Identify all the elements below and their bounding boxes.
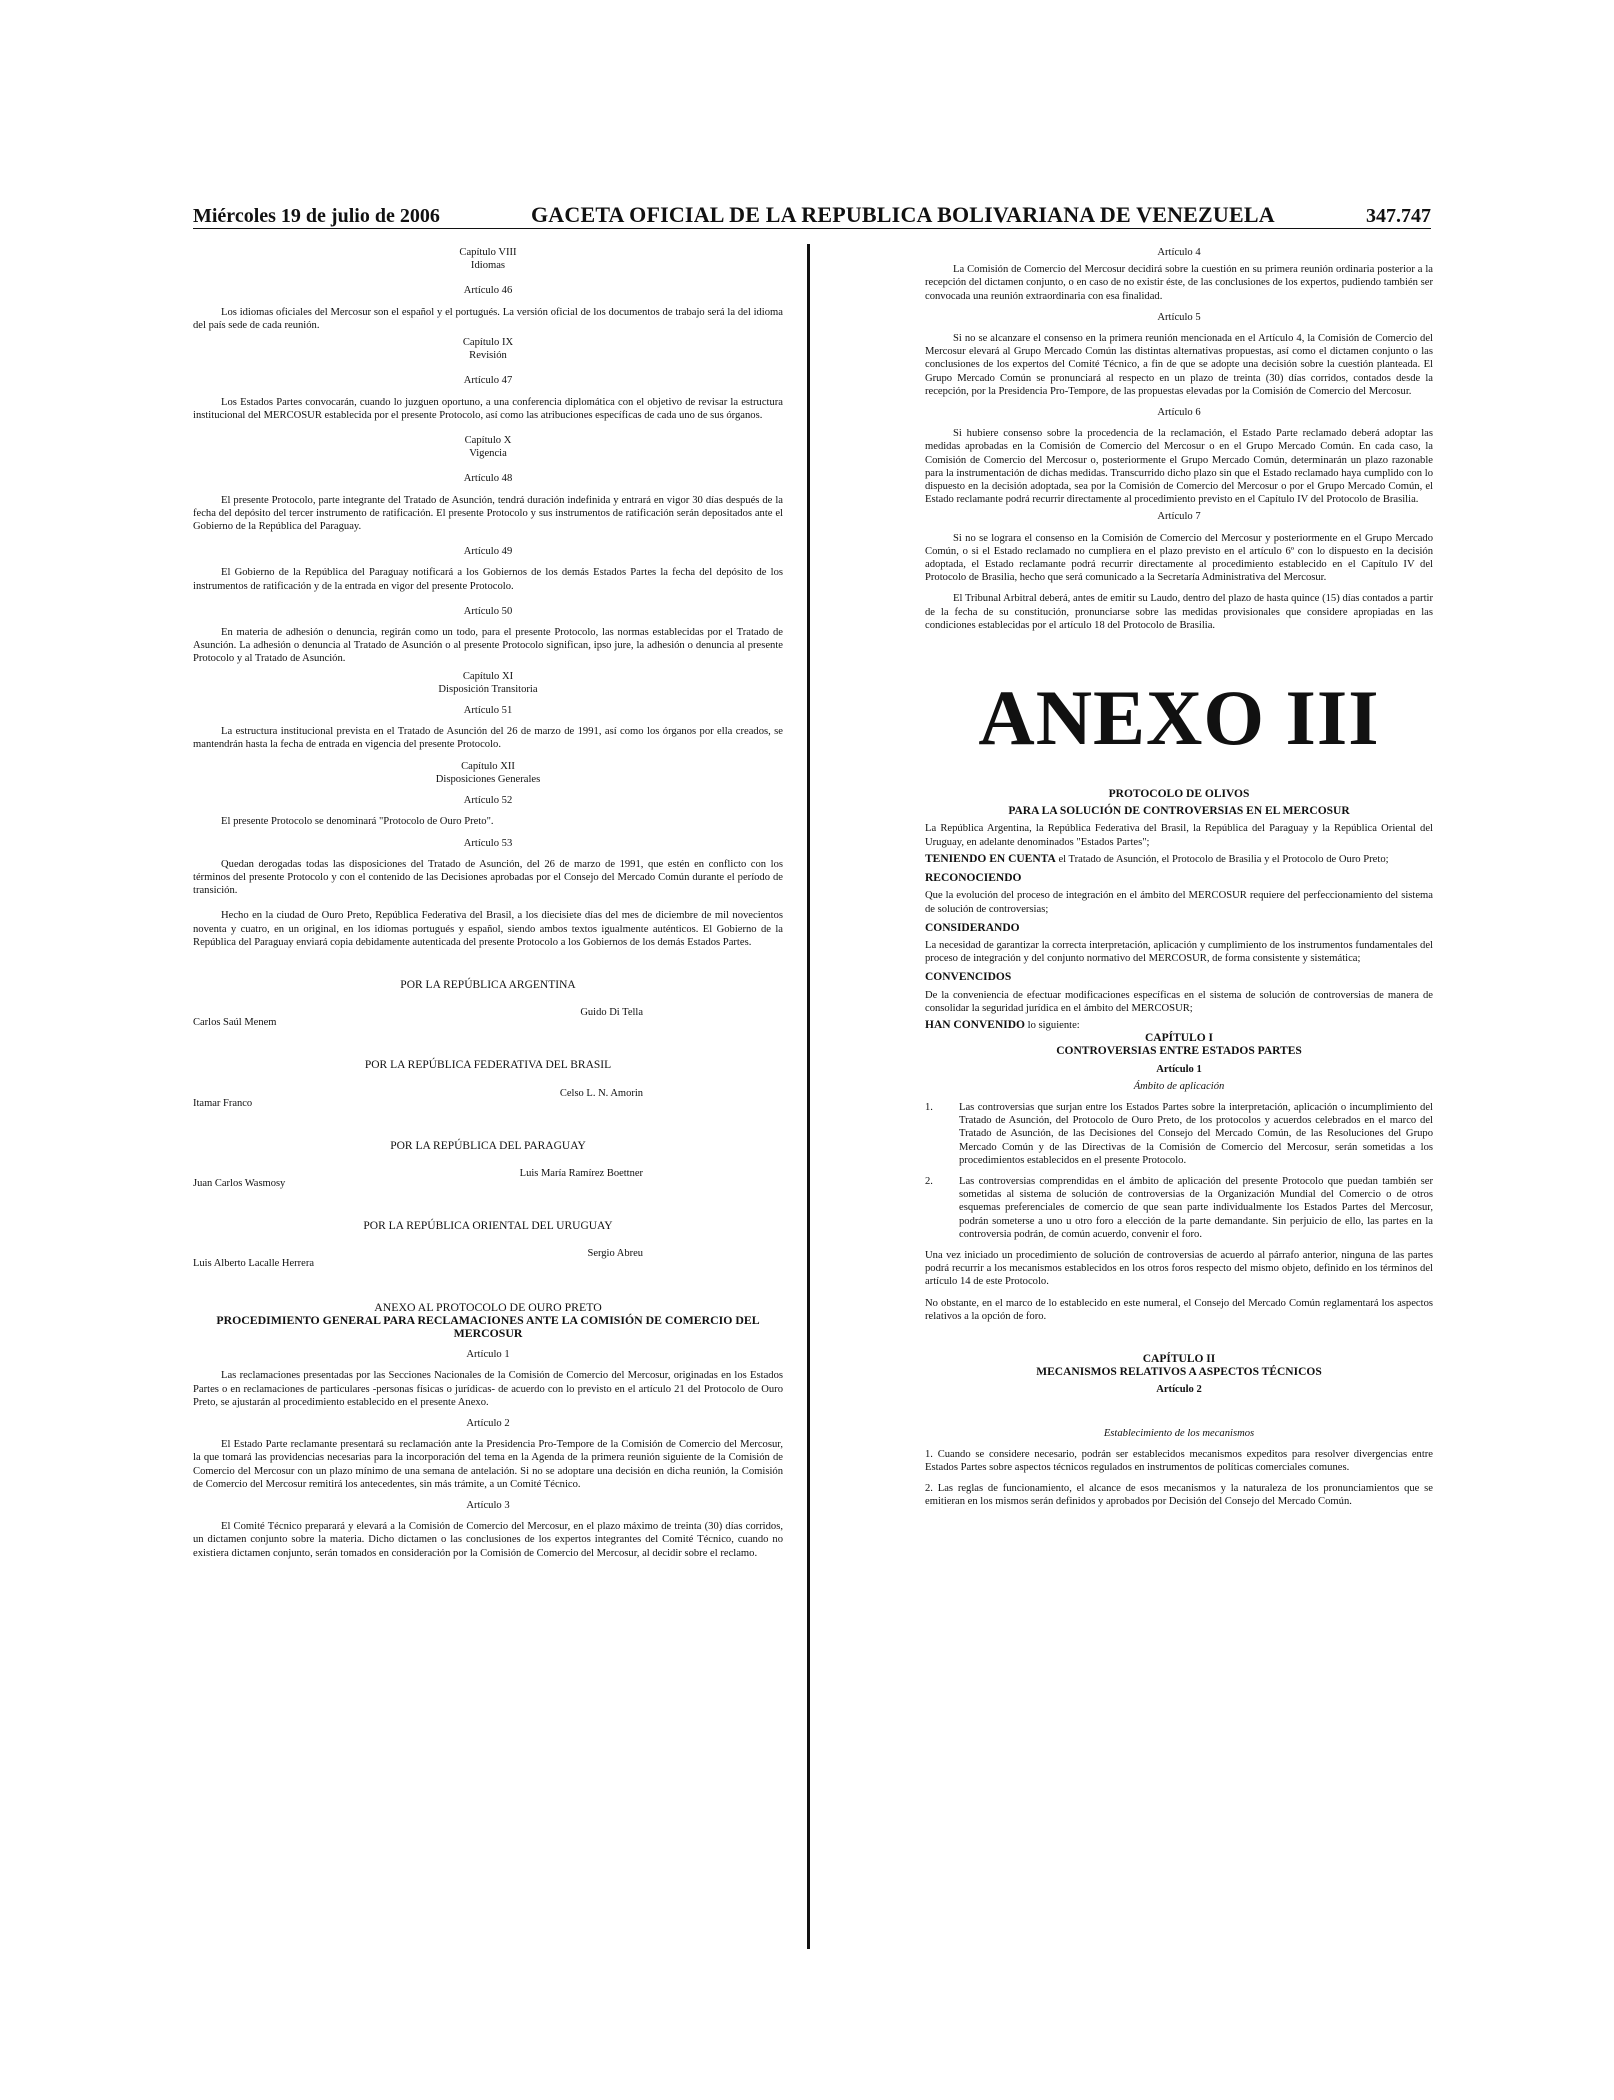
article-text: Las reclamaciones presentadas por las Secciones Nacionales de la Comisión de Comercio del Mercosur, originadas en los Estados Partes o en reclamaciones de particulares -personas físicas o jurídicas- de acuerdo con lo previsto en el artículo 21 del Protocolo de Ouro Preto, se ajustarán al procedimiento establecido en el presente Anexo. (193, 1370, 783, 1408)
article-subtitle: Establecimiento de los mecanismos (1103, 1427, 1255, 1439)
article-text: El presente Protocolo se denominará "Protocolo de Ouro Preto". (221, 816, 494, 828)
article-title: Artículo 5 (1157, 311, 1201, 323)
article-text: El presente Protocolo, parte integrante del Tratado de Asunción, tendrá duración indefinida y entrará en vigor 30 días después de la fecha del depósito del tercer instrumento de ratificación. El presente Protocolo y sus instrumentos de ratificación serán depositados ante el Gobierno de la República del Paraguay. (193, 494, 783, 533)
header-title: GACETA OFICIAL DE LA REPUBLICA BOLIVARIANA DE VENEZUELA (530, 202, 1275, 227)
closing-text: Hecho en la ciudad de Ouro Preto, República Federativa del Brasil, a los diecisiete días del mes de diciembre de mil novecientos noventa y cuatro, en un original, en los idiomas portugués y español, siendo ambos textos igualmente auténticos. El Gobierno de la República del Paraguay enviará copia debidamente autenticada del presente Protocolo a los Gobiernos de los demás Estados Partes. (193, 910, 783, 948)
paragraph-text: Las controversias comprendidas en el ámbito de aplicación del presente Protocolo que puedan también ser sometidas al sistema de solución de controversias de la Organización Mundial del Comercio o de otros esquemas preferenciales de comercio de que sean parte individualmente los Estados Partes del Mercosur, podrán someterse a uno u otro foro a elección de la parte demandante. Sin perjuicio de ello, las partes en la controversia podrán, de común acuerdo, convenir el foro. (959, 1175, 1433, 1240)
chapter-title: Capítulo VIII (459, 247, 517, 258)
article-text: El Estado Parte reclamante presentará su reclamación ante la Presidencia Pro-Tempore de la Comisión de Comercio del Mercosur, la que tomará las providencias necesarias para la incorporación del tema en la Agenda de la primera reunión siguiente de la Comisión de Comercio del Mercosur con un plazo mínimo de una semana de antelación. Si no se adoptare una decisión en dicha reunión, la Comisión de Comercio del Mercosur remitirá los antecedentes, sin más trámite, a un Comité Técnico. (193, 1439, 783, 1490)
article-title: Artículo 50 (463, 605, 513, 617)
chapter-title: Capítulo X (464, 435, 512, 447)
article-text: Los Estados Partes convocarán, cuando lo juzguen oportuno, a una conferencia diplomática con el objetivo de revisar la estructura institucional del MERCOSUR establecida por el presente Protocolo, así como las atribuciones específicas de cada uno de sus órganos. (193, 396, 783, 421)
article-title: Artículo 3 (466, 1499, 510, 1511)
signatory-name: Celso L. N. Amorin (559, 1087, 643, 1099)
article-title: Artículo 1 (1156, 1063, 1202, 1075)
article-text: El Tribunal Arbitral deberá, antes de emitir su Laudo, dentro del plazo de hasta quince (15) días contados a partir de la fecha de su constitución, pronunciarse sobre las medidas provisionales que considere apropiadas en las condiciones establecidas por el artículo 18 del Protocolo de Brasilia. (925, 593, 1433, 631)
header-date: Miércoles 19 de julio de 2006 (193, 205, 440, 227)
page-header (193, 196, 1431, 229)
annex-title: ANEXO AL PROTOCOLO DE OURO PRETO (374, 1299, 602, 1314)
right-column (925, 246, 1433, 1509)
signatory-name: Luis María Ramírez Boettner (519, 1167, 643, 1179)
preamble-keyword: HAN CONVENIDO (925, 1018, 1025, 1031)
preamble-keyword: CONVENCIDOS (925, 971, 1012, 984)
chapter-subtitle: Vigencia (469, 448, 507, 460)
article-text: Si hubiere consenso sobre la procedencia de la reclamación, el Estado Parte reclamado deberá adoptar las medidas aprobadas en la Comisión de Comercio del Mercosur o en el Grupo Mercado Común. En cada caso, la Comisión de Comercio del Mercosur o, posteriormente el Grupo Mercado Común, determinarán un plazo razonable para la instrumentación de dichas medidas. Transcurrido dicho plazo sin que el Estado reclamado haya cumplido con lo dispuesto en la decisión adoptada, sea por la Comisión de Comercio del Mercosur o por el Grupo Mercado Común, el Estado reclamante podrá recurrir directamente al procedimiento previsto en el Capítulo IV del Protocolo de Brasilia. (925, 428, 1433, 506)
article-title: Artículo 46 (463, 285, 513, 297)
article-text: La estructura institucional prevista en el Tratado de Asunción del 26 de marzo de 1991, así como los órganos por ella creados, se mantendrán hasta la fecha de entrada en vigencia del presente Protocolo. (193, 726, 783, 751)
article-title: Artículo 49 (463, 546, 513, 558)
paragraph-text: Las controversias que surjan entre los Estados Partes sobre la interpretación, aplicación o incumplimiento del Tratado de Asunción, del Protocolo de Ouro Preto, de los protocolos y acuerdos celebrados en el marco del Tratado de Asunción, de las Decisiones del Consejo del Mercado Común, de las Resoluciones del Grupo Mercado Común y de las Directivas de la Comisión de Comercio del Mercosur, serán sometidas a los procedimientos establecidos en el presente Protocolo. (959, 1101, 1433, 1166)
preamble-han-convenido (925, 1019, 1433, 1032)
article-title: Artículo 2 (466, 1417, 510, 1429)
protocol-title: PROTOCOLO DE OLIVOS (1108, 788, 1250, 801)
signatory-row (193, 1007, 783, 1029)
preamble-keyword: CONSIDERANDO (925, 921, 1020, 934)
paragraph-number: 2. (925, 1175, 933, 1187)
article-text: En materia de adhesión o denuncia, regirán como un todo, para el presente Protocolo, las normas establecidas por el Tratado de Asunción. La adhesión o denuncia al Tratado de Asunción o al presente Protocolo significan, ipso jure, la adhesión o denuncia al presente Protocolo y al Tratado de Asunción. (193, 627, 783, 665)
article-text: El Comité Técnico preparará y elevará a la Comisión de Comercio del Mercosur, en el plazo máximo de treinta (30) días corridos, un dictamen conjunto sobre la materia. Dicho dictamen o las conclusiones de los expertos integrantes del Comité Técnico, cuando no existiera dictamen conjunto, serán tomados en consideración por la Comisión de Comercio del Mercosur, al decidir sobre el reclamo. (193, 1521, 783, 1559)
preamble-text: el Tratado de Asunción, el Protocolo de Brasilia y el Protocolo de Ouro Preto; (1058, 853, 1389, 865)
preamble-teniendo (925, 853, 1433, 866)
signatory-heading: POR LA REPÚBLICA DEL PARAGUAY (390, 1139, 586, 1152)
signatory-heading: POR LA REPÚBLICA ARGENTINA (400, 978, 576, 991)
article-title: Artículo 51 (463, 705, 513, 717)
chapter-subtitle: Disposición Transitoria (438, 683, 538, 695)
signatory-name: Sergio Abreu (587, 1248, 643, 1260)
signatory-heading: POR LA REPÚBLICA FEDERATIVA DEL BRASIL (364, 1059, 612, 1072)
article-text: Los idiomas oficiales del Mercosur son el español y el portugués. La versión oficial de los documentos de trabajo será la del idioma del país sede de cada reunión. (193, 306, 783, 331)
article-title: Artículo 2 (1156, 1384, 1202, 1396)
signatory-heading: POR LA REPÚBLICA ORIENTAL DEL URUGUAY (363, 1220, 613, 1233)
paragraph-item (925, 1101, 1433, 1167)
preamble-keyword: RECONOCIENDO (925, 872, 1022, 885)
parties-text: La República Argentina, la República Federativa del Brasil, la República del Paraguay y la República Oriental del Uruguay, en adelante denominados "Estados Partes"; (925, 823, 1433, 848)
article-text: Quedan derogadas todas las disposiciones del Tratado de Asunción, del 26 de marzo de 1991, que estén en conflicto con los términos del presente Protocolo y con el contenido de las Decisiones aprobadas por el Consejo del Mercado Común durante el período de transición. (193, 858, 783, 897)
chapter-subtitle: Idiomas (470, 260, 506, 272)
chapter-title: Capítulo XII (461, 760, 515, 772)
preamble-text: De la conveniencia de efectuar modificaciones específicas en el sistema de solución de controversias de manera de consolidar la seguridad jurídica en el ámbito del MERCOSUR; (925, 989, 1433, 1014)
signatory-row (193, 1248, 783, 1270)
article-text: La Comisión de Comercio del Mercosur decidirá sobre la cuestión en su primera reunión ordinaria posterior a la recepción del dictamen conjunto, o en caso de no existir éste, de las conclusiones de los expertos, pudiendo también ser convocada una reunión extraordinaria con esa finalidad. (925, 264, 1433, 302)
left-column (193, 246, 783, 1560)
paragraph-text: Una vez iniciado un procedimiento de solución de controversias de acuerdo al párrafo anterior, ninguna de las partes podrá recurrir a los mecanismos establecidos en los otros foros respecto del mismo objeto, definido en los términos del artículo 14 de este Protocolo. (925, 1249, 1433, 1288)
signatory-row (193, 1167, 783, 1190)
article-subtitle: Ámbito de aplicación (1133, 1080, 1225, 1092)
article-title: Artículo 6 (1157, 407, 1201, 419)
chapter-subtitle: MECANISMOS RELATIVOS A ASPECTOS TÉCNICOS (1036, 1366, 1322, 1379)
page-number: 347.747 (1365, 205, 1431, 227)
chapter-subtitle: Revisión (469, 350, 507, 362)
annex-subtitle: PROCEDIMIENTO GENERAL PARA RECLAMACIONES ANTE LA COMISIÓN DE COMERCIO DEL MERCOSUR (216, 1312, 760, 1340)
column-divider (807, 244, 810, 1949)
article-title: Artículo 1 (466, 1349, 510, 1361)
paragraph-item (925, 1175, 1433, 1241)
signatory-name: Juan Carlos Wasmosy (193, 1177, 286, 1189)
article-title: Artículo 53 (463, 837, 513, 849)
article-title: Artículo 4 (1157, 247, 1201, 258)
preamble-text: La necesidad de garantizar la correcta interpretación, aplicación y cumplimiento de los instrumentos fundamentales del proceso de integración y del conjunto normativo del MERCOSUR, de forma consistente y sistemática; (925, 939, 1433, 965)
signatory-row (193, 1087, 783, 1110)
annex-heading: ANEXO III (978, 674, 1380, 762)
signatory-name: Carlos Saúl Menem (193, 1017, 277, 1029)
chapter-subtitle: Disposiciones Generales (435, 773, 541, 785)
preamble-keyword: TENIENDO EN CUENTA (925, 852, 1056, 865)
paragraph-text: 1. Cuando se considere necesario, podrán ser establecidos mecanismos expeditos para resolver divergencias entre Estados Partes sobre aspectos técnicos regulados en instrumentos de políticas comerciales comunes. (925, 1448, 1433, 1473)
protocol-subtitle: PARA LA SOLUCIÓN DE CONTROVERSIAS EN EL MERCOSUR (1008, 805, 1350, 818)
article-text: Si no se alcanzare el consenso en la primera reunión mencionada en el Artículo 4, la Comisión de Comercio del Mercosur elevará al Grupo Mercado Común las distintas alternativas propuestas, así como el dictamen conjunto o las conclusiones de los expertos del Comité Técnico, a fin de que se adopte una decisión sobre la cuestión planteada. El Grupo Mercado Común se pronunciará al respecto en un plazo de treinta (30) días corridos, contados desde la recepción, por la Presidencia Pro-Tempore, de las propuestas elevadas por la Comisión de Comercio del Mercosur. (925, 333, 1433, 397)
signatory-name: Guido Di Tella (580, 1007, 643, 1019)
article-title: Artículo 48 (463, 473, 513, 485)
paragraph-number: 1. (925, 1101, 933, 1113)
article-title: Artículo 7 (1157, 511, 1201, 523)
signatory-name: Luis Alberto Lacalle Herrera (193, 1258, 314, 1270)
preamble-text: Que la evolución del proceso de integración en el ámbito del MERCOSUR requiere del perfeccionamiento del sistema de solución de controversias; (925, 890, 1433, 915)
paragraph-text: No obstante, en el marco de lo establecido en este numeral, el Consejo del Mercado Común reglamentará los aspectos relativos a la opción de foro. (925, 1297, 1433, 1322)
article-text: El Gobierno de la República del Paraguay notificará a los Gobiernos de los demás Estados Partes la fecha del depósito de los instrumentos de ratificación y de la entrada en vigor del presente Protocolo. (193, 567, 783, 592)
signatory-name: Itamar Franco (193, 1097, 253, 1109)
preamble-text: lo siguiente: (1027, 1019, 1080, 1031)
article-title: Artículo 52 (463, 795, 513, 807)
chapter-subtitle: CONTROVERSIAS ENTRE ESTADOS PARTES (1056, 1045, 1302, 1058)
paragraph-text: 2. Las reglas de funcionamiento, el alcance de esos mecanismos y la naturaleza de los pronunciamientos que se emitieran en los mismos serán definidos y aprobados por Decisión del Consejo del Mercado Común. (925, 1483, 1433, 1508)
article-text: Si no se lograra el consenso en la Comisión de Comercio del Mercosur y posteriormente en el Grupo Mercado Común, o si el Estado reclamado no cumpliera en el plazo previsto en el artículo 6º con lo dispuesto en la decisión adoptada, el Estado reclamante podrá recurrir directamente al procedimiento establecido en el Capítulo IV del Protocolo de Brasilia, hecho que será comunicado a la Secretaría Administrativa del Mercosur. (925, 532, 1433, 584)
chapter-title: Capítulo XI (462, 670, 514, 682)
chapter-title: Capítulo IX (462, 337, 514, 349)
article-title: Artículo 47 (463, 375, 513, 387)
chapter-title: CAPÍTULO II (1142, 1352, 1216, 1365)
chapter-title: CAPÍTULO I (1144, 1032, 1214, 1045)
